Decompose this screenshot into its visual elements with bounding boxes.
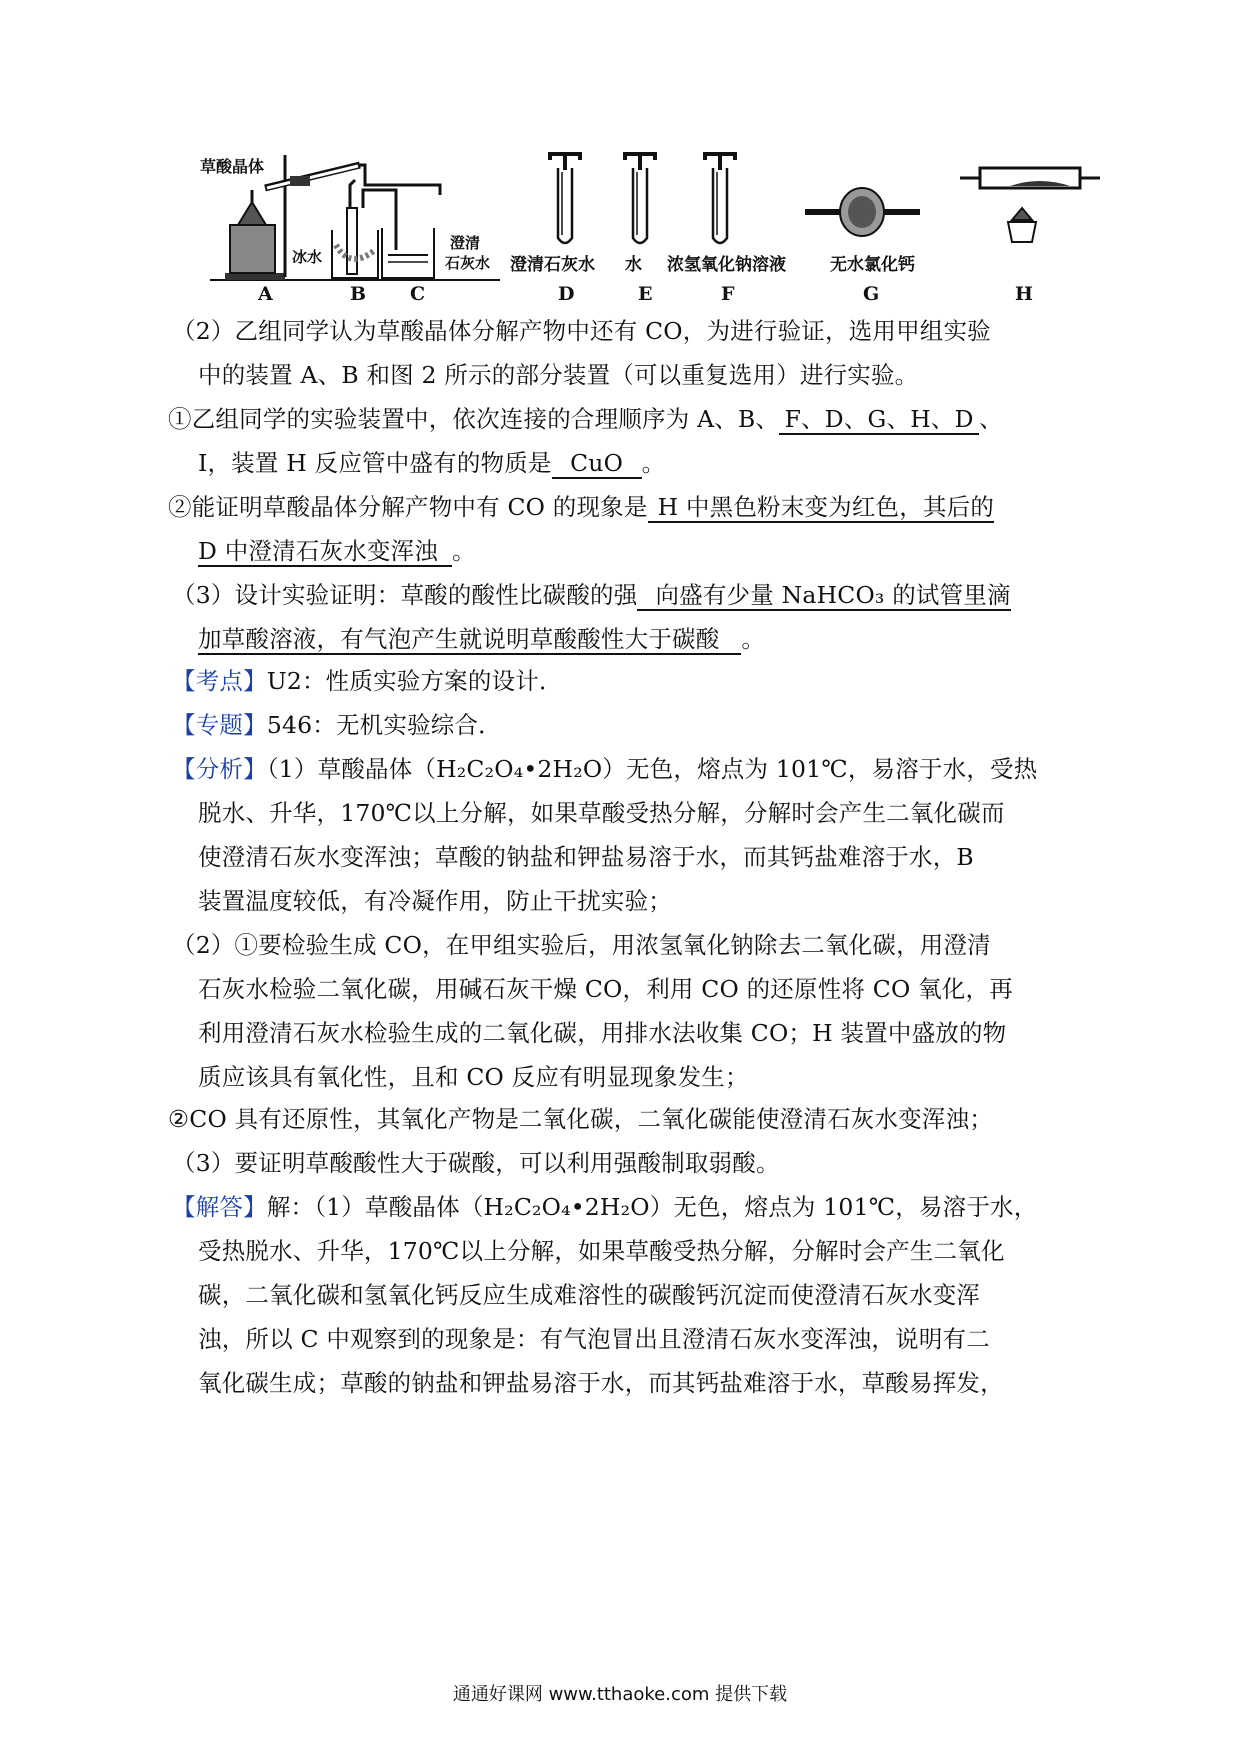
fenxi-line7: 利用澄清石灰水检验生成的二氧化碳，用排水法收集 CO；H 装置中盛放的物 (198, 1019, 1007, 1047)
letter-f: F (721, 283, 735, 305)
q2-part1-line1 (168, 405, 1003, 435)
letter-d: D (558, 283, 575, 305)
letter-a: A (258, 283, 273, 305)
apparatus-h (960, 168, 1100, 305)
jieda-text-1: 解：（1）草酸晶体（H₂C₂O₄•2H₂O）无色，熔点为 101℃，易溶于水， (266, 1193, 1038, 1221)
jieda-line5: 氧化碳生成；草酸的钠盐和钾盐易溶于水，而其钙盐难溶于水，草酸易挥发， (198, 1369, 1004, 1397)
fenxi-line6: 石灰水检验二氧化碳，用碱石灰干燥 CO，利用 CO 的还原性将 CO 氧化，再 (198, 975, 1013, 1003)
apparatus-b (292, 180, 396, 278)
q2-part2-line1 (168, 493, 995, 523)
jieda-line1 (172, 1193, 1038, 1221)
label-shihuishui: 石灰水 (445, 254, 491, 272)
fenxi-tag: 【分析】 (172, 755, 267, 783)
apparatus-f (667, 154, 786, 305)
label-g: 无水氯化钙 (830, 255, 915, 275)
q2-intro-line2: 中的装置 A、B 和图 2 所示的部分装置（可以重复选用）进行实验。 (198, 361, 919, 389)
q3-answer2: 加草酸溶液，有气泡产生就说明草酸酸性大于碳酸 (198, 628, 741, 655)
fenxi-line1 (172, 755, 1038, 783)
q2-part1b-prefix: I，装置 H 反应管中盛有的物质是 (198, 449, 552, 477)
label-bingshui: 冰水 (292, 248, 323, 266)
q2-part1b-answer: CuO (552, 452, 642, 479)
apparatus-g (805, 188, 920, 305)
jieda-line4: 浊，所以 C 中观察到的现象是：有气泡冒出且澄清石灰水变浑浊，说明有二 (198, 1325, 990, 1353)
q3-prefix: （3）设计实验证明：草酸的酸性比碳酸的强 (172, 581, 638, 609)
letter-c: C (410, 283, 426, 305)
fenxi-line4: 装置温度较低，有冷凝作用，防止干扰实验； (198, 887, 672, 915)
fenxi-text-1: （1）草酸晶体（H₂C₂O₄•2H₂O）无色，熔点为 101℃，易溶于水，受热 (266, 755, 1038, 783)
label-e: 水 (625, 255, 642, 275)
q2-part2-answer1: H 中黑色粉末变为红色，其后的 (648, 496, 994, 523)
apparatus-c (382, 228, 490, 278)
apparatus-e (625, 154, 655, 305)
kaodian-line (172, 667, 563, 695)
label-f: 浓氢氧化钠溶液 (667, 255, 786, 275)
apparatus-d (510, 154, 595, 305)
q2-part1-line2 (198, 449, 666, 479)
q3-suffix: 。 (741, 625, 766, 653)
q3-line1 (172, 581, 1011, 611)
label-chengqing: 澄清 (450, 234, 481, 252)
q2-part1-suffix: 、 (979, 405, 1003, 433)
kaodian-text: U2：性质实验方案的设计． (266, 667, 563, 695)
q2-part1b-suffix: 。 (641, 449, 666, 477)
jieda-tag: 【解答】 (172, 1193, 267, 1221)
page-footer: 通通好课网 www.tthaoke.com 提供下载 (452, 1684, 788, 1705)
fenxi-line3: 使澄清石灰水变浑浊；草酸的钠盐和钾盐易溶于水，而其钙盐难溶于水，B (198, 843, 974, 871)
fenxi-line5: （2）①要检验生成 CO，在甲组实验后，用浓氢氧化钠除去二氧化碳，用澄清 (172, 931, 991, 959)
letter-g: G (863, 283, 880, 305)
letter-h: H (1015, 283, 1033, 305)
label-caosuan: 草酸晶体 (200, 157, 265, 176)
zhuanti-tag: 【专题】 (172, 711, 267, 739)
q2-part2-suffix: 。 (452, 537, 476, 565)
fenxi-line2: 脱水、升华，170℃以上分解，如果草酸受热分解，分解时会产生二氧化碳而 (198, 799, 1005, 827)
jieda-line3: 碳，二氧化碳和氢氧化钙反应生成难溶性的碳酸钙沉淀而使澄清石灰水变浑 (198, 1281, 981, 1309)
kaodian-tag: 【考点】 (172, 667, 267, 695)
zhuanti-text: 546：无机实验综合． (266, 711, 502, 739)
q2-part2-answer2: D 中澄清石灰水变浑浊 (198, 540, 452, 567)
q3-line2 (198, 625, 766, 655)
fenxi-line10: （3）要证明草酸酸性大于碳酸，可以利用强酸制取弱酸。 (172, 1149, 780, 1177)
fenxi-line9: ②CO 具有还原性，其氧化产物是二氧化碳，二氧化碳能使澄清石灰水变浑浊； (168, 1105, 993, 1133)
q2-part2-line2 (198, 537, 476, 567)
fenxi-line8: 质应该具有氧化性，且和 CO 反应有明显现象发生； (198, 1063, 749, 1091)
q2-intro-line1: （2）乙组同学认为草酸晶体分解产物中还有 CO，为进行验证，选用甲组实验 (172, 317, 991, 345)
letter-b: B (350, 283, 367, 305)
q2-part1-answer: F、D、G、H、D (779, 408, 979, 435)
q2-part1-prefix: ①乙组同学的实验装置中，依次连接的合理顺序为 A、B、 (168, 405, 780, 433)
zhuanti-line (172, 711, 502, 739)
q3-answer1: 向盛有少量 NaHCO₃ 的试管里滴 (637, 584, 1010, 611)
q2-part2-prefix: ②能证明草酸晶体分解产物中有 CO 的现象是 (168, 493, 648, 521)
label-d: 澄清石灰水 (510, 255, 595, 275)
jieda-line2: 受热脱水、升华，170℃以上分解，如果草酸受热分解，分解时会产生二氧化 (198, 1237, 1005, 1265)
letter-e: E (638, 283, 653, 305)
